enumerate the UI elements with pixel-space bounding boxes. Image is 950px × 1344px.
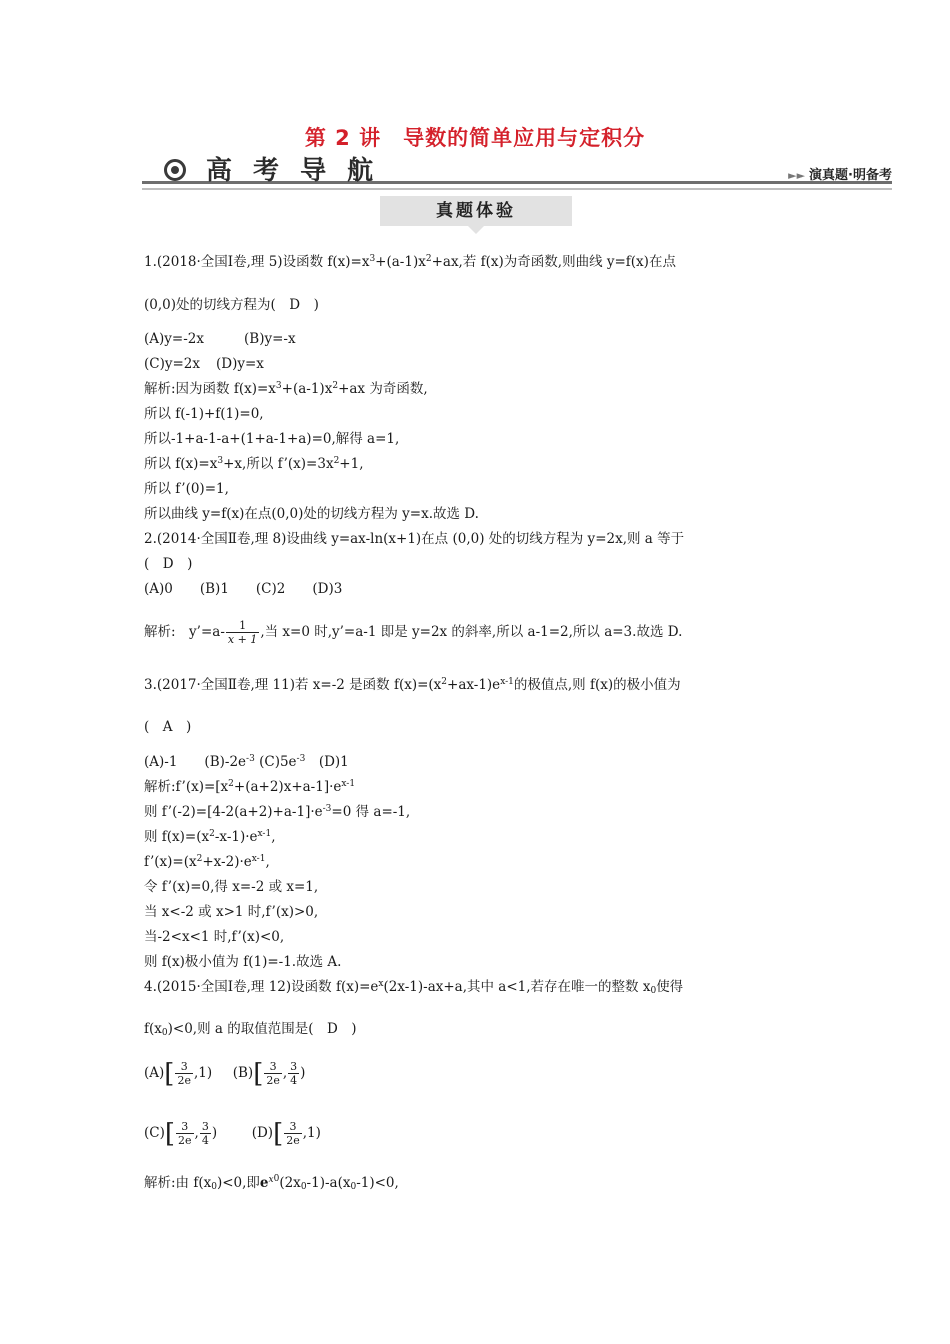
q3-solution-2: 则 $f’(-2)=[4-2(a+2)+a-1]\cdot e^{-3}=0$ 得 a=-1, [144, 804, 411, 820]
q2-stem-2: ( D ) [144, 556, 193, 572]
q1-solution-3: 所以-1+a-1-a+(1+a-1+a)=0,解得 a=1, [144, 431, 400, 447]
q1-solution-6: 所以曲线 y=f(x)在点(0,0)处的切线方程为 y=x.故选 D. [144, 506, 479, 522]
q3-solution-4: $f’(x)=(x^2+x-2)\cdot e^{x-1}$, [144, 854, 270, 870]
q1-options-cd: (C)y=2x (D)y=x [144, 356, 264, 372]
q3-solution-8: 则 f(x)极小值为 f(1)=-1.故选 A. [144, 954, 342, 970]
fraction: $\frac{3}{2e}$ [286, 1120, 300, 1147]
q2-options: (A)0 (B)1 (C)2 (D)3 [144, 581, 343, 597]
q3-solution-3: 则 $f(x)=(x^2-x-1)\cdot e^{x-1}$, [144, 829, 276, 845]
q2-stem: 2.(2014·全国Ⅱ卷,理 8)设曲线 y=ax-ln(x+1)在点 (0,0) 处的切线方程为 y=2x,则 a 等于 [144, 531, 685, 547]
q1-stem-2: (0,0)处的切线方程为( D ) [144, 297, 319, 313]
q4-stem: 4.(2015·全国Ⅰ卷,理 12)设函数 $f(x)=e^x(2x-1)-ax+a$,其中 a<1,若存在唯一的整数 $x_0$使得 [144, 979, 684, 996]
q1-solution-1: 解析:因为函数 $f(x)=x^3+(a-1)x^2+ax$ 为奇函数, [144, 381, 428, 397]
q1-options-ab: (A)y=-2x (B)y=-x [144, 331, 296, 347]
banner-tagline-text: 演真题·明备考 [809, 168, 892, 183]
q2-solution: 解析: y’=a- $\frac{1}{x + 1}$ ,当 x=0 时,y’=a-1 即是 y=2x 的斜率,所以 a-1=2,所以 a=3.故选 D. [144, 619, 683, 646]
fraction: $\frac{1}{x + 1}$ [227, 619, 258, 646]
double-arrow-icon: ►► [788, 169, 806, 182]
fraction: $\frac{3}{4}$ [290, 1060, 298, 1087]
q3-stem: 3.(2017·全国Ⅱ卷,理 11)若 x=-2 是函数 $f(x)=(x^2+ax-1)e^{x-1}$的极值点,则 f(x)的极小值为 [144, 677, 681, 693]
q4-solution-1: 解析:由 $f(x_0)<0$,即$e^x_0(2x_0-1)-a(x_0-1)<0$, [144, 1174, 399, 1192]
q1-solution-5: 所以 f’(0)=1, [144, 481, 229, 497]
q1-solution-2: 所以 f(-1)+f(1)=0, [144, 406, 264, 422]
page-title: 第 2 讲 导数的简单应用与定积分 [304, 126, 646, 150]
section-heading: 真题体验 [380, 196, 572, 226]
q3-solution-6: 当 x<-2 或 x>1 时,f’(x)>0, [144, 904, 319, 920]
q3-options: (A)-1 $(B)-2e^{-3}$ $(C)5e^{-3}$ (D)1 [144, 754, 349, 770]
q4-stem-2: $f(x_0)<0$,则 a 的取值范围是( D ) [144, 1021, 357, 1038]
fraction: $\frac{3}{4}$ [201, 1120, 209, 1147]
banner-tagline [788, 164, 892, 183]
fraction: $\frac{3}{2e}$ [266, 1060, 280, 1087]
fraction: $\frac{3}{2e}$ [178, 1120, 192, 1147]
q3-solution-1: 解析$:f’(x)=[x^2+(a+2)x+a-1]\cdot e^{x-1}$ [144, 779, 356, 795]
q4-options-cd: (C)[ $\frac{3}{2e}$ , $\frac{3}{4}$ ) (D)[ $\frac{3}{2e}$ ,1) [144, 1118, 321, 1149]
q3-stem-2: ( A ) [144, 719, 192, 735]
q1-solution-4: 所以 $f(x)=x^3+x$,所以 $f’(x)=3x^2+1$, [144, 456, 364, 472]
q3-solution-5: 令 f’(x)=0,得 x=-2 或 x=1, [144, 879, 319, 895]
banner-heading: 高 考 导 航 [206, 156, 380, 186]
banner [142, 150, 892, 190]
target-icon [164, 159, 186, 181]
q3-solution-7: 当-2<x<1 时,f’(x)<0, [144, 929, 285, 945]
q1-stem: 1.(2018·全国Ⅰ卷,理 5)设函数 $f(x)=x^3+(a-1)x^2+ax$,若 f(x)为奇函数,则曲线 y=f(x)在点 [144, 254, 676, 270]
q4-options-ab: (A)[ $\frac{3}{2e}$ ,1) (B)[ $\frac{3}{2e}$ , $\frac{3}{4}$ ) [144, 1058, 306, 1089]
fraction: $\frac{3}{2e}$ [177, 1060, 191, 1087]
banner-rule-thin [142, 188, 892, 190]
